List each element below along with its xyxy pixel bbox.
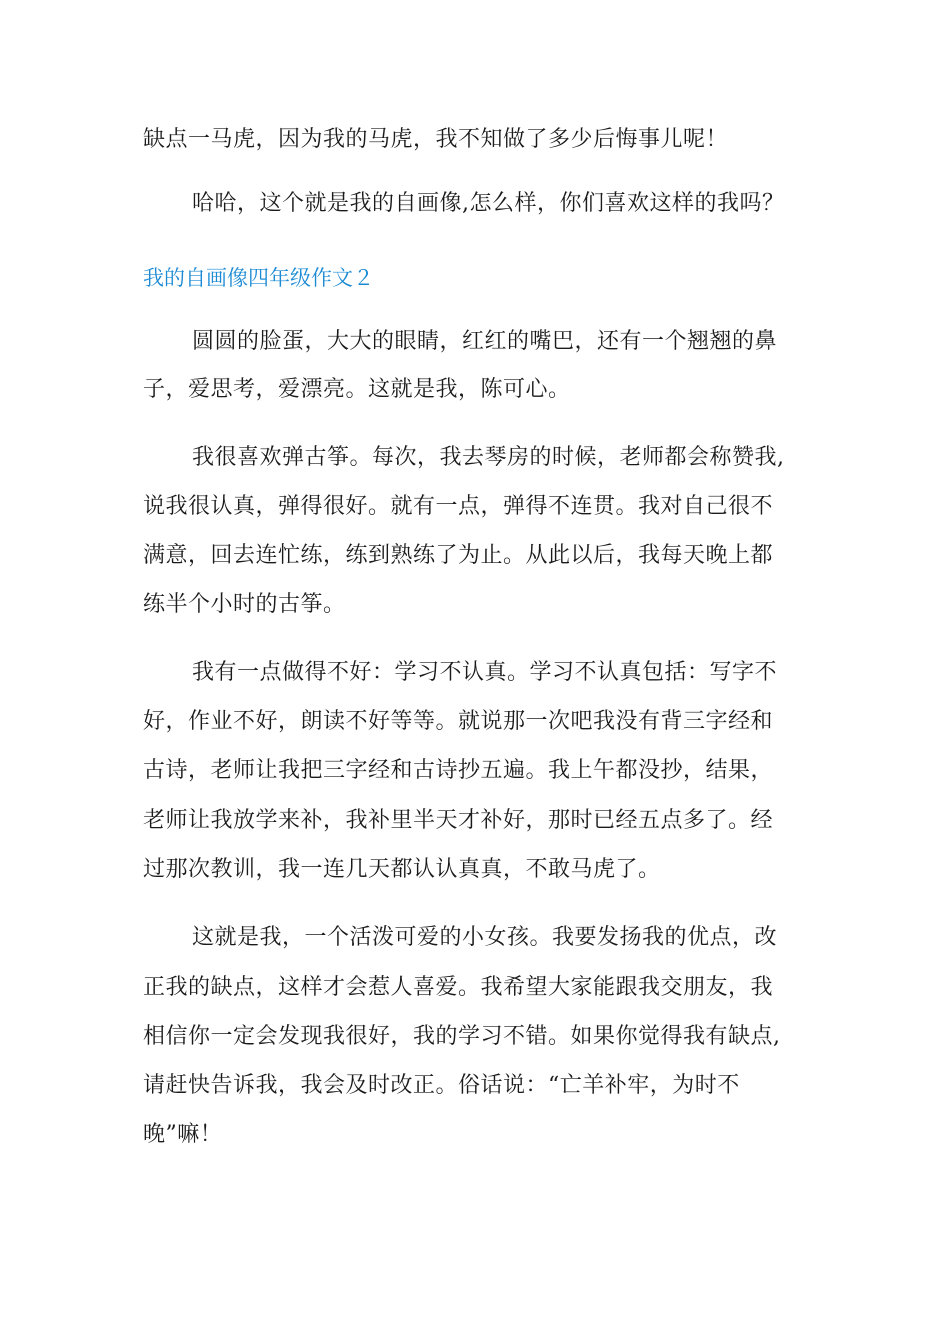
paragraph-line: 我有一点做得不好：学习不认真。学习不认真包括：写字不 (192, 660, 778, 685)
section-title: 我的自画像四年级作文２ (143, 266, 374, 290)
paragraph-line: 过那次教训，我一连几天都认认真真，不敢马虎了。 (143, 857, 661, 882)
paragraph-line: 缺点一马虎，因为我的马虎，我不知做了多少后悔事儿呢！ (143, 127, 729, 152)
paragraph-line: 请赶快告诉我，我会及时改正。俗话说：“亡羊补牢，为时不 (143, 1073, 740, 1098)
paragraph-line: 说我很认真，弹得很好。就有一点，弹得不连贯。我对自己很不 (143, 494, 774, 519)
paragraph-line: 我很喜欢弹古筝。每次，我去琴房的时候，老师都会称赞我, (192, 445, 785, 470)
paragraph-line: 这就是我，一个活泼可爱的小女孩。我要发扬我的优点，改 (192, 925, 778, 950)
paragraph-line: 晚”嘛！ (143, 1122, 223, 1147)
paragraph-line: 正我的缺点，这样才会惹人喜爱。我希望大家能跟我交朋友，我 (143, 975, 774, 1000)
paragraph-line: 圆圆的脸蛋，大大的眼睛，红红的嘴巴，还有一个翘翘的鼻 (192, 329, 778, 354)
paragraph-line: 好，作业不好，朗读不好等等。就说那一次吧我没有背三字经和 (143, 709, 774, 734)
paragraph-line: 子，爱思考，爱漂亮。这就是我，陈可心。 (143, 377, 571, 402)
paragraph-line: 满意，回去连忙练，练到熟练了为止。从此以后，我每天晚上都 (143, 543, 774, 568)
paragraph-line: 哈哈，这个就是我的自画像,怎么样，你们喜欢这样的我吗？ (192, 191, 785, 216)
paragraph-line: 古诗，老师让我把三字经和古诗抄五遍。我上午都没抄，结果， (143, 758, 774, 783)
paragraph-line: 老师让我放学来补，我补里半天才补好，那时已经五点多了。经 (143, 808, 774, 833)
paragraph-line: 相信你一定会发现我很好，我的学习不错。如果你觉得我有缺点, (143, 1024, 781, 1049)
paragraph-line: 练半个小时的古筝。 (143, 592, 346, 617)
